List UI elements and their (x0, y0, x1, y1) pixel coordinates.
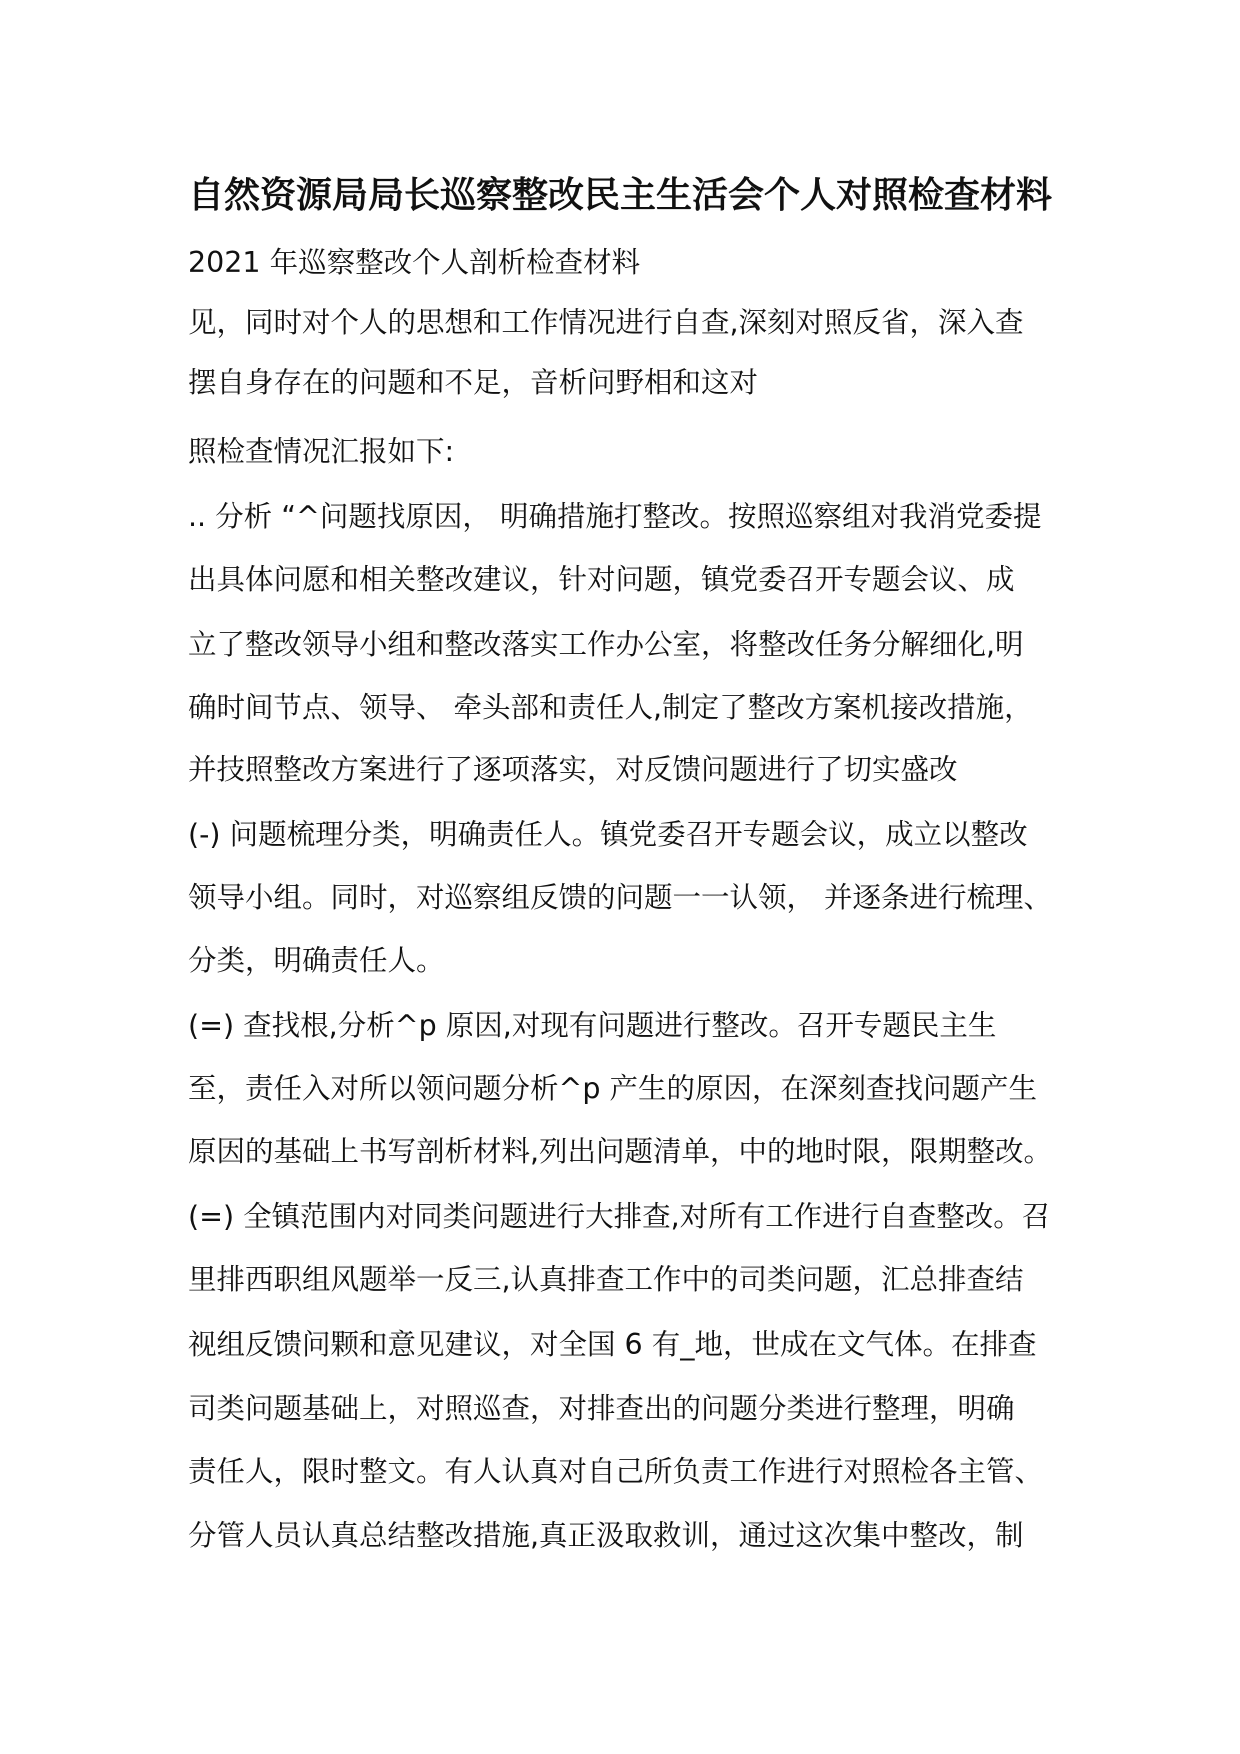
text-line: 摆自身存在的问题和不足，音析问野相和这对 (188, 366, 759, 399)
text-line: 照检查情况汇报如下: (188, 435, 455, 468)
text-line: 确时间节点、领导、 牵头部和责任人,制定了整改方案机接改措施， (188, 691, 1033, 724)
text-line: 责任人，限时整文。有人认真对自己所负责工作进行对照检各主管、 (188, 1455, 1044, 1488)
text-line: 出具体问愿和相关整改建议，针对问题，镇党委召开专题会议、成 (188, 563, 1015, 596)
text-line: 见，同时对个人的思想和工作情况进行自查,深刻对照反省，深入查 (188, 306, 1024, 339)
text-line: (=) 全镇范围内对同类问题进行大排查,对所有工作进行自查整改。召 (188, 1200, 1051, 1233)
text-line: 至，责任入对所以领问题分析^p 产生的原因，在深刻查找问题产生 (188, 1072, 1038, 1105)
document-title: 自然资源局局长巡察整改民主生活会个人对照检查材料 (187, 175, 1052, 216)
text-line: (-) 问题梳理分类，明确责任人。镇党委召开专题会议，成立以整改 (188, 818, 1028, 851)
text-line: 并技照整改方案进行了逐项落实，对反馈问题进行了切实盛改 (188, 753, 958, 786)
text-line: .. 分析 “^问题找原因， 明确措施打整改。按照巡察组对我消党委提 (188, 500, 1042, 533)
text-line: (=) 查找根,分析^p 原因,对现有问题进行整改。召开专题民主生 (188, 1009, 997, 1042)
text-line: 司类问题基础上，对照巡查，对排查出的问题分类进行整理，明确 (188, 1392, 1015, 1425)
text-line: 领导小组。同时，对巡察组反馈的问题一一认领， 并逐条进行梳理、 (188, 881, 1053, 914)
text-line: 分管人员认真总结整改措施,真正汲取救训，通过这次集中整改，制 (188, 1519, 1024, 1552)
text-line: 分类，明确责任人。 (188, 944, 445, 977)
text-line: 2021 年巡察整改个人剖析检查材料 (188, 246, 641, 279)
text-line: 立了整改领导小组和整改落实工作办公室，将整改任务分解细化,明 (188, 628, 1024, 661)
text-line: 里排西职组风题举一反三,认真排查工作中的司类问题，汇总排查结 (188, 1263, 1024, 1296)
text-line: 原因的基础上书写剖析材料,列出问题清单，中的地时限，限期整改。 (188, 1135, 1053, 1168)
text-line: 视组反馈问颗和意见建议，对全国 6 有_地，世成在文气体。在排查 (188, 1328, 1037, 1361)
